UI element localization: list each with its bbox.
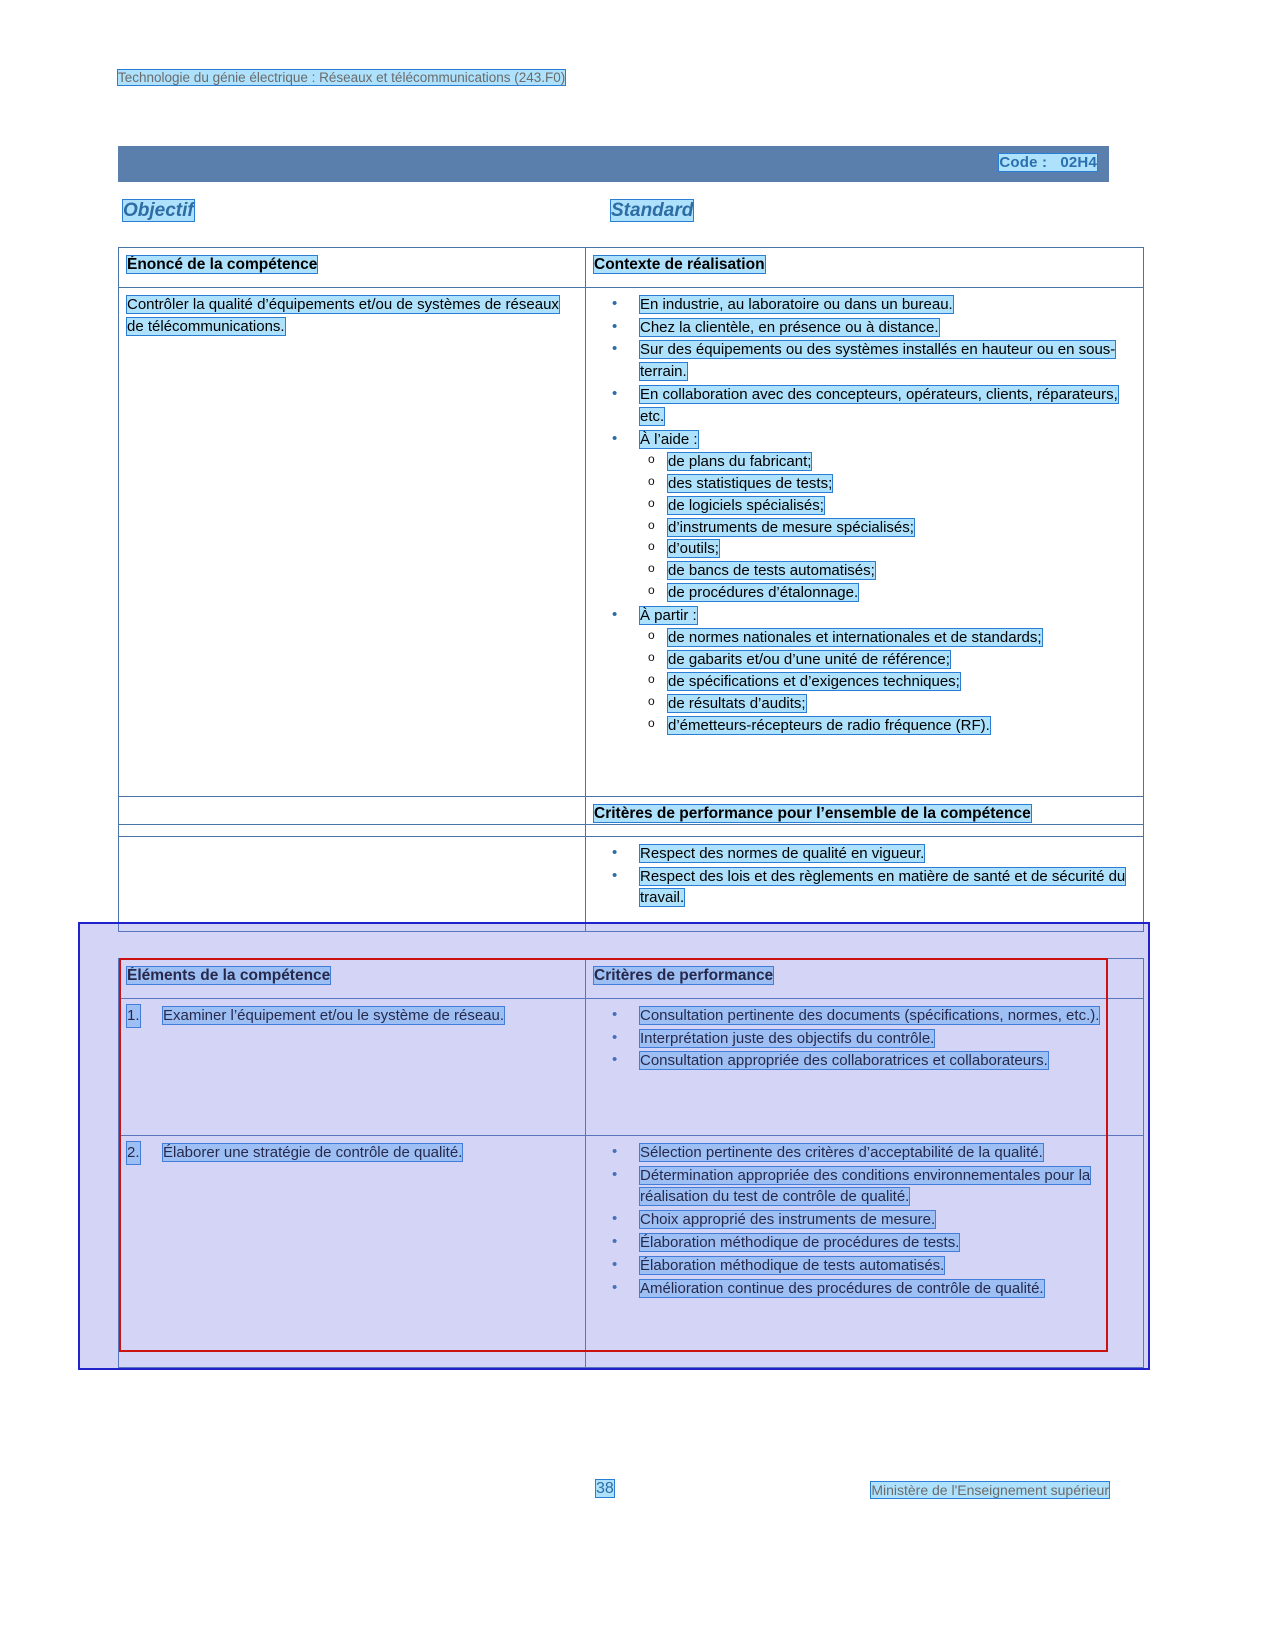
table-objectif-standard bbox=[118, 247, 1144, 825]
list-item: • À l’aide : o de plans du fabricant; o des statistiques de tests; o de logiciels spécialisés; o d’instruments de mesure spécialisés; o d’outils; o de bancs de tests automatisés; o de procédures d’étalonnage. bbox=[594, 429, 1135, 604]
list-item: • Interprétation juste des objectifs du contrôle. bbox=[594, 1028, 1135, 1050]
document-footer bbox=[118, 1480, 1109, 1504]
code-label: Code : bbox=[999, 154, 1048, 171]
table-row bbox=[119, 959, 1144, 999]
cell-enonce-competence bbox=[119, 287, 586, 824]
table-row bbox=[119, 998, 1144, 1135]
code-value: 02H4 bbox=[1060, 154, 1097, 171]
code-banner-text bbox=[999, 154, 1097, 171]
competence-text: Contrôler la qualité d’équipements et/ou de systèmes de réseaux de télécommunications. bbox=[127, 295, 559, 335]
list-item: o d’émetteurs-récepteurs de radio fréquence (RF). bbox=[640, 715, 1135, 737]
list-item: • Amélioration continue des procédures de contrôle de qualité. bbox=[594, 1278, 1135, 1300]
list-item: • En industrie, au laboratoire ou dans un bureau. bbox=[594, 294, 1135, 316]
list-item: • Choix approprié des instruments de mesure. bbox=[594, 1209, 1135, 1231]
list-item: • Consultation pertinente des documents (spécifications, normes, etc.). bbox=[594, 1005, 1135, 1027]
contexte-list bbox=[594, 294, 1135, 737]
header-enonce-competence: Énoncé de la compétence bbox=[127, 256, 318, 273]
header-criteres-ensemble: Critères de performance pour l’ensemble de la compétence bbox=[594, 805, 1031, 822]
list-item: o de résultats d’audits; bbox=[640, 693, 1135, 715]
footer-ministere: Ministère de l'Enseignement supérieur bbox=[871, 1482, 1109, 1498]
code-banner bbox=[118, 146, 1109, 182]
header-contexte-realisation: Contexte de réalisation bbox=[594, 256, 765, 273]
table-row bbox=[119, 836, 1144, 931]
element-1-number: 1. bbox=[127, 1005, 140, 1027]
table-row bbox=[119, 287, 1144, 824]
list-item: o d’instruments de mesure spécialisés; bbox=[640, 517, 1135, 539]
cell-header-criteres-ensemble bbox=[586, 797, 1144, 837]
objectif-heading: Objectif bbox=[123, 200, 194, 221]
header-criteres-performance: Critères de performance bbox=[594, 967, 774, 984]
table-elements-competence bbox=[118, 958, 1144, 1368]
list-item: o de plans du fabricant; bbox=[640, 451, 1135, 473]
criteres-ensemble-list bbox=[594, 843, 1135, 910]
objectif-standard-row bbox=[118, 200, 1109, 226]
header-elements-competence: Éléments de la compétence bbox=[127, 967, 331, 984]
list-item: o de spécifications et d’exigences techniques; bbox=[640, 671, 1135, 693]
element-2-list bbox=[127, 1142, 577, 1164]
cell-header-contexte bbox=[586, 248, 1144, 288]
standard-heading: Standard bbox=[611, 200, 694, 221]
element-2-text: Élaborer une stratégie de contrôle de qualité. bbox=[163, 1143, 463, 1161]
table-row bbox=[119, 1135, 1144, 1367]
cell-element-1 bbox=[119, 998, 586, 1135]
element-2-number: 2. bbox=[127, 1142, 140, 1164]
cell-header-enonce bbox=[119, 248, 586, 288]
header-note-text: Technologie du génie électrique : Réseaux et télécommunications (243.F0) bbox=[118, 70, 566, 85]
criteres-2-list bbox=[594, 1142, 1135, 1300]
list-item: o de normes nationales et internationales et de standards; bbox=[640, 627, 1135, 649]
list-item: o de gabarits et/ou d’une unité de référence; bbox=[640, 649, 1135, 671]
cell-header-elements bbox=[119, 959, 586, 999]
list-item: • Sur des équipements ou des systèmes installés en hauteur ou en sous-terrain. bbox=[594, 339, 1135, 383]
list-item: • Élaboration méthodique de tests automatisés. bbox=[594, 1255, 1135, 1277]
list-item: • Chez la clientèle, en présence ou à distance. bbox=[594, 317, 1135, 339]
table-row bbox=[119, 797, 1144, 837]
list-item: • Sélection pertinente des critères d’acceptabilité de la qualité. bbox=[594, 1142, 1135, 1164]
list-item: • Respect des lois et des règlements en matière de santé et de sécurité du travail. bbox=[594, 866, 1135, 910]
list-item: o de logiciels spécialisés; bbox=[640, 495, 1135, 517]
list-item bbox=[127, 1005, 577, 1027]
cell-criteres-1 bbox=[586, 998, 1144, 1135]
list-item: • Élaboration méthodique de procédures de tests. bbox=[594, 1232, 1135, 1254]
cell-contexte-realisation bbox=[586, 287, 1144, 824]
list-item: • À partir : o de normes nationales et internationales et de standards; o de gabarits et/ou d’une unité de référence; o de spécifications et d’exigences techniques; o de résultats d’audits; o d’émetteurs-récepteurs de radio fréquence (RF). bbox=[594, 605, 1135, 736]
table-criteres-ensemble bbox=[118, 796, 1144, 932]
list-item bbox=[127, 1142, 577, 1164]
table-row bbox=[119, 248, 1144, 288]
list-item: • Respect des normes de qualité en vigueur. bbox=[594, 843, 1135, 865]
list-item: • En collaboration avec des concepteurs, opérateurs, clients, réparateurs, etc. bbox=[594, 384, 1135, 428]
cell-criteres-2 bbox=[586, 1135, 1144, 1367]
page-number: 38 bbox=[596, 1480, 614, 1497]
cell-header-criteres bbox=[586, 959, 1144, 999]
contexte-sublist-partir bbox=[640, 627, 1135, 736]
list-item: o de procédures d’étalonnage. bbox=[640, 582, 1135, 604]
cell-element-2 bbox=[119, 1135, 586, 1367]
element-1-list bbox=[127, 1005, 577, 1027]
contexte-sublist-aide bbox=[640, 451, 1135, 604]
list-item: • Consultation appropriée des collaboratrices et collaborateurs. bbox=[594, 1050, 1135, 1072]
document-header-note bbox=[118, 70, 565, 85]
cell-criteres-ensemble bbox=[586, 836, 1144, 931]
list-item: o de bancs de tests automatisés; bbox=[640, 560, 1135, 582]
element-1-text: Examiner l’équipement et/ou le système de réseau. bbox=[163, 1006, 505, 1024]
criteres-1-list bbox=[594, 1005, 1135, 1073]
list-item: o d’outils; bbox=[640, 538, 1135, 560]
list-item: o des statistiques de tests; bbox=[640, 473, 1135, 495]
cell-empty-header bbox=[119, 797, 586, 837]
cell-empty-body bbox=[119, 836, 586, 931]
list-item: • Détermination appropriée des conditions environnementales pour la réalisation du test de contrôle de qualité. bbox=[594, 1165, 1135, 1209]
